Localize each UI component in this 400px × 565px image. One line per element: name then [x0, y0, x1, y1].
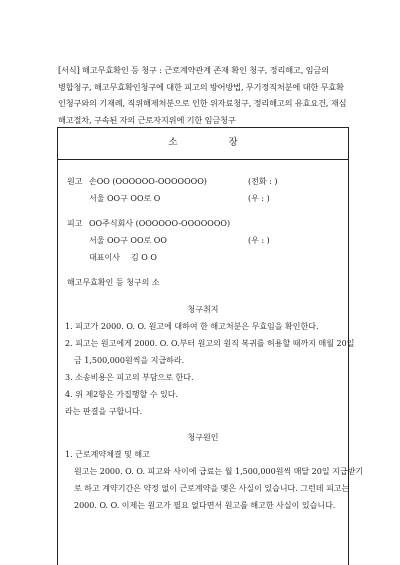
document-title: 소 장: [168, 137, 238, 148]
claim-line: 2. 피고는 원고에게 2000. O. O.부터 원고의 원직 복귀를 허용할 때까지 매월 20일: [65, 339, 355, 348]
header-line-1: [서식] 해고무효확인 등 청구 : 근로계약관계 존재 확인 청구, 정리해고, 임금의: [58, 65, 329, 75]
header-line-3: 인청구와의 기재례, 직위해제처분으로 인한 위자료청구, 정리해고의 유효요건, 재심: [58, 98, 347, 108]
plaintiff-name-id: 손OO (OOOOOO-OOOOOOO): [89, 177, 207, 186]
reason-line: 원고는 2000. O. O. 피고와 사이에 급료는 월 1,500,000원씩 매달 20일 지급받기: [74, 467, 364, 476]
defendant-representative-label: 대표이사: [89, 253, 120, 262]
claim-line: 3. 소송비용은 피고의 부담으로 한다.: [65, 373, 194, 382]
defendant-role: 피고: [67, 219, 83, 228]
complaint-form: [57, 127, 364, 565]
header-line-2: 병합청구, 해고무효확인청구에 대한 피고의 방어방법, 무기정직처분에 대한 무효확: [58, 81, 344, 92]
header-line-4: 해고절차, 구속된 자의 근로자지위에 기한 임금청구: [58, 114, 236, 125]
title-divider: [58, 159, 348, 160]
reason-line: 2000. O. O. 이제는 원고가 필요 없다면서 원고를 해고한 사실이 있습니다.: [74, 501, 336, 510]
claim-line: 금 1,500,000원씩을 지급하라.: [74, 356, 185, 365]
defendant-address: 서울 OO구 OO로 OO: [89, 236, 167, 245]
reason-line: 로 하고 계약기간은 약정 없이 근로계약을 맺은 사실이 있습니다. 그런데 피고는: [74, 484, 350, 493]
plaintiff-address: 서울 OO구 OO로 O: [89, 194, 161, 203]
defendant-representative-name: 김 O O: [131, 253, 157, 262]
claim-closing: 라는 판결을 구합니다.: [65, 407, 143, 416]
plaintiff-postal: (우 : ): [248, 194, 270, 203]
plaintiff-role: 원고: [67, 177, 83, 186]
defendant-name-id: OO주식회사 (OOOOOO-OOOOOOO): [89, 219, 231, 228]
plaintiff-phone: (전화 : ): [248, 177, 278, 186]
claims-heading: 청구취지: [187, 305, 219, 314]
defendant-postal: (우 : ): [248, 236, 270, 245]
reason-line: 1. 근로계약체결 및 해고: [65, 450, 150, 459]
claim-line: 1. 피고가 2000. O. O. 원고에 대하여 한 해고처분은 무효임을 확인한다.: [65, 322, 319, 331]
claim-line: 4. 위 제2항은 가집행할 수 있다.: [65, 390, 178, 399]
case-title: 해고무효확인 등 청구의 소: [67, 278, 160, 287]
header-description: [58, 62, 348, 128]
reasons-heading: 청구원인: [187, 433, 219, 442]
